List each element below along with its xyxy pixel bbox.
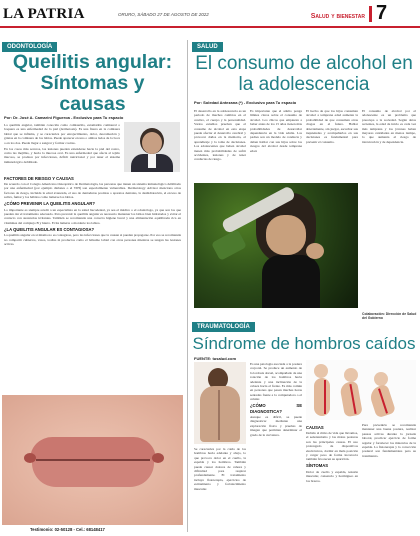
alcohol-col-3: El hecho de que los hijos consuman alcohol a temprana edad aumenta la probabilidad de que consuman otras drogas en el futuro. Hablar abiertamente, sin juzgar, escuchar sus inquietudes y acompañarlos en sus decisiones es fundamental para prevenir el consumo. [306, 109, 358, 144]
subhead-factores: FACTORES DE RIESGO Y CAUSAS [4, 175, 74, 181]
masthead-rule [0, 26, 420, 28]
article-alcohol [190, 38, 420, 323]
column-divider [187, 40, 188, 532]
spine-illustration [306, 360, 416, 420]
drinking-photo [194, 183, 358, 308]
article-source: FUENTE: tusalud.com [194, 356, 237, 361]
section-label: Salud y bienestar [310, 13, 365, 20]
section-tag-salud: SALUD [192, 42, 223, 52]
alcohol-col-1: El desarrollo en la adolescencia es un período de muchos cambios en el cerebro, el cuerpo y la personalidad. Varios estudios prueban que el consumo de alcohol en esta etapa puede afectar el desarrollo cerebral y provocar daños en la memoria, el aprendizaje y la toma de decisiones. Los adolescentes que beben alcohol tienen más probabilidades de sufrir accidentes, lesiones y de tener conductas de riesgo. [194, 109, 246, 162]
article-title-queilitis: Queilitis angular: Síntomas y causas [12, 51, 173, 115]
section-tag-traumatologia: TRAUMATOLOGÍA [192, 322, 255, 332]
photo-caption: Testimonio: 02-50128 - Cel.: 68148417 [30, 527, 105, 532]
hombros-col-4: Para prevenirlo se recomienda mantener una buena postura, realizar pausas activas durante la jornada laboral, practicar ejercicio de forma regular y fortalecer los músculos de la espalda. La fisioterapia y la corrección postural son fundamentales para su tratamiento. [362, 423, 416, 458]
article-intro: La queilitis angular, también conocida como comisuritis, estomatitis comisural o boquera es una enfermedad de la piel (dermatosis). Es una fisura en la comisura labial que se inflama, y se caracteriza por enrojecimiento, dolor, descamación y grietas en la comisura de los labios. Puede aparecer en uno o ambos lados de la boca o en los dos. Puede llegar a sangrar y formar costras. En los casos más severos, las lesiones pueden extenderse hacia la piel del rostro, como las mejillas, y hacia la mucosa oral. Es una enfermedad que afecta al tejido mucoso, se produce por infecciones, déficit nutricional y por tener el sistema inmunológico debilitado. [4, 123, 120, 164]
alcohol-credit: Colaboración: Dirección de Salud del Gobierno [362, 312, 417, 320]
article-body-left: FACTORES DE RIESGO Y CAUSAS De acuerdo con el Colegio Americano Osteopático de Dermatología, las personas que tienen un sistema inmunológico debilitado por una enfermedad (por ejemplo diabetes o el VIH) son especialmente vulnerables. Dermatology Advisor menciona otros factores de riesgo, incluida la edad avanzada, el uso de dentaduras postizas o aparatos dentales, la deshidratación, el exceso de saliva, fumar y los hábitos como lamerse los labios. ¿CÓMO PREVENIR LA QUEILITIS ANGULAR? Lo importante es siempre acudir a un especialista en la salud bucodental, ya sea el médico o el odontólogo, ya que son los que pueden dar el tratamiento adecuado. Para prevenir la queilitis angular es necesario mantener los labios bien hidratados y evitar el contacto con sustancias irritantes. También se recomienda una correcta higiene bucal y una alimentación equilibrada rica en vitaminas del complejo B y hierro. Evita lamerte o morderte los labios. ¿LA QUEILITIS ANGULAR ES CONTAGIOSA? La queilitis angular en sí misma no es contagiosa, pero las infecciones que la causan sí pueden propagarse. Por eso se recomienda no compartir cubiertos, vasos, toallas ni productos como el bálsamo labial con otras personas mientras se tengan las lesiones activas. [4, 175, 181, 246]
hombros-col-3: CAUSAS Debido al ritmo de vida que llevamos, el sedentarismo y las malas posturas son las principales causas. El uso prolongado de dispositivos electrónicos, dormir en mala posición y cargar peso de forma incorrecta también favorecen su aparición. SÍNTOMAS Dolor de cuello y espalda, tensión muscular, cansancio y hormigueo en los brazos. [306, 424, 358, 483]
subhead-causas: CAUSAS [306, 424, 324, 430]
newspaper-logo: LA PATRIA [3, 6, 85, 22]
page-number: 7 [376, 2, 388, 24]
subhead-sintomas: SÍNTOMAS [306, 463, 329, 469]
posture-photo [194, 362, 246, 444]
article-title-alcohol: El consumo de alcohol en la adolescencia [195, 53, 413, 95]
section-divider [369, 6, 372, 22]
subhead-diagnostico: ¿CÓMO SE DIAGNOSTICA? [250, 403, 302, 414]
article-hombros [190, 322, 420, 536]
subhead-contagiosa: ¿LA QUEILITIS ANGULAR ES CONTAGIOSA? [4, 226, 95, 232]
author-photo [124, 122, 180, 172]
hombros-col-2: Se caracteriza por la caída de los hombros hacia adelante y abajo, lo que provoca dolor en el cuello, la espalda y los hombros. También puede causar dolores de cabeza y dificultad para respirar profundamente. El tratamiento incluye fisioterapia, ejercicios de estiramiento y fortalecimiento muscular. [194, 447, 246, 491]
lips-photo [2, 395, 183, 525]
hombros-col-1: Es una patología asociada a la postura corporal. Se produce un aumento de la lordosis dorsal, acompañado de una rotación de los hombros hacia adelante y una inclinación de la cabeza hacia el frente. Es más común en personas que pasan muchas horas sentadas frente a la computadora o el celular. ¿CÓMO SE DIAGNOSTICA? Aunque es difícil, se puede diagnosticar mediante una exploración física y pruebas de imagen que permiten determinar el grado de la curvatura. [250, 362, 302, 437]
article-byline: Por: Dr. José A. Camarini Figueroa - Exclusivo para Tu espacio [4, 115, 124, 120]
subhead-prevenir: ¿CÓMO PREVENIR LA QUEILITIS ANGULAR? [4, 201, 95, 207]
dateline: ORURO, SÁBADO 27 DE AGOSTO DE 2022 [118, 12, 209, 17]
section-tag-odontologia: ODONTOLOGÍA [2, 42, 57, 52]
article-byline-alcohol: Por: Soledad Antezana (*) - Exclusivo para Tu espacio [194, 100, 297, 105]
masthead [0, 0, 420, 30]
article-queilitis [0, 38, 185, 536]
alcohol-col-2: Es importante que el adulto ponga límites claros sobre el consumo de alcohol. Los chicos que empiezan a beber antes de los 15 años tienen más probabilidades de desarrollar dependencia en la vida adulta. Los padres son un modelo de conducta y deben hablar con sus hijos sobre los riesgos del alcohol desde temprana edad. [250, 109, 302, 153]
article-title-hombros: Síndrome de hombros caídos [192, 334, 416, 353]
alcohol-col-4: El consumo de alcohol por el adolescente es un problema que preocupa a la sociedad. Según datos recientes, la edad de inicio es cada vez más temprana y los jóvenes beben mayores cantidades en menos tiempo, lo que aumenta el riesgo de intoxicación y de dependencia. [362, 109, 416, 144]
